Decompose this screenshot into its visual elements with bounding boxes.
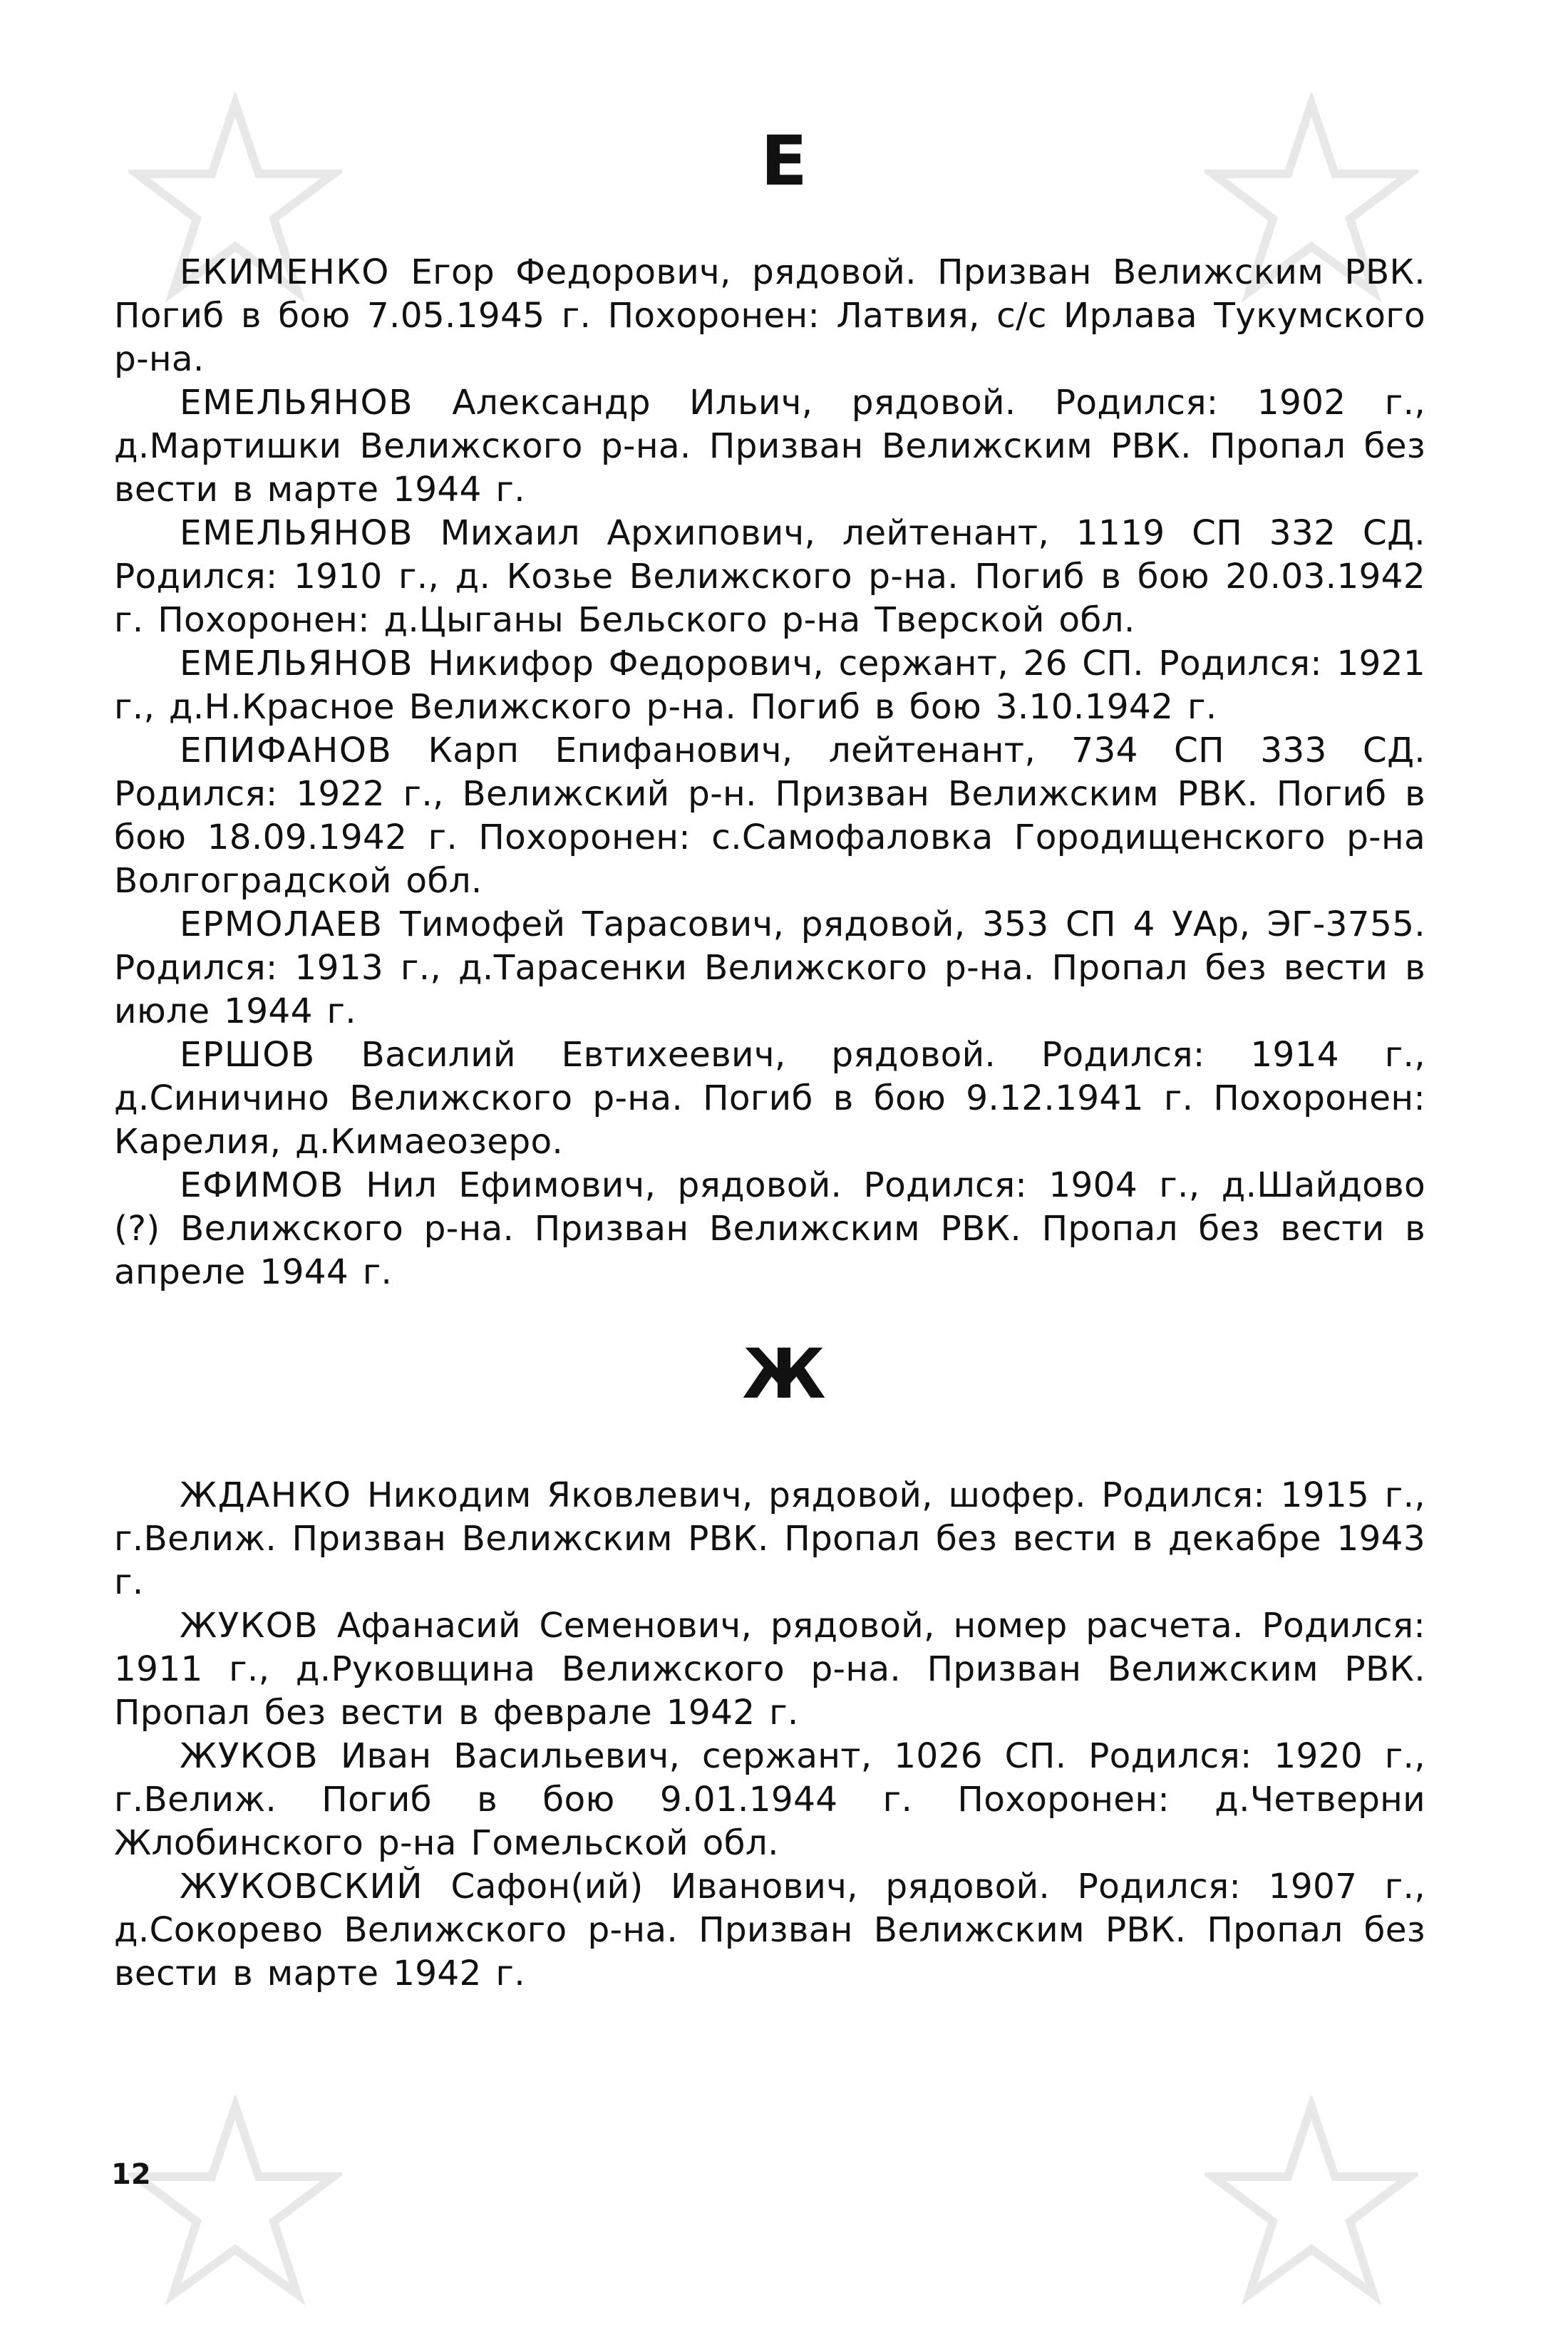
entry-text: Карп Епифанович, лейтенант, 734 СП 333 СД. Родился: 1922 г., Велижский р-н. Призван Велижским РВК. Погиб в бою 18.09.1942 г. Похоронен: с.Самофаловка Городищенского р-на Волгоградской обл. (114, 731, 1425, 901)
entry-text: Нил Ефимович, рядовой. Родился: 1904 г., д.Шайдово (?) Велижского р-на. Призван Велижским РВК. Пропал без вести в апреле 1944 г. (114, 1165, 1425, 1292)
section-zh-entries (114, 1474, 1425, 1996)
entry-surname: ЕПИФАНОВ (180, 731, 393, 770)
entry (114, 642, 1425, 729)
entry-text: Никифор Федорович, сержант, 26 СП. Родился: 1921 г., д.Н.Красное Велижского р-на. Погиб в бою 3.10.1942 г. (114, 644, 1425, 727)
entry-surname: ЕФИМОВ (180, 1165, 344, 1205)
entry-surname: ЕРМОЛАЕВ (180, 904, 383, 944)
entry (114, 1865, 1425, 1996)
section-e-entries (114, 251, 1425, 1294)
entry (114, 1474, 1425, 1604)
entry-text: Михаил Архипович, лейтенант, 1119 СП 332 СД. Родился: 1910 г., д. Козье Велижского р-на. Погиб в бою 20.03.1942 г. Похоронен: д.Цыганы Бельского р-на Тверской обл. (114, 513, 1425, 640)
entry-text: Иван Васильевич, сержант, 1026 СП. Родился: 1920 г., г.Велиж. Погиб в бою 9.01.1944 г. Похоронен: д.Четверни Жлобинского р-на Гомельской обл. (114, 1736, 1425, 1863)
entry-text: Тимофей Тарасович, рядовой, 353 СП 4 УАр, ЭГ-3755. Родился: 1913 г., д.Тарасенки Велижского р-на. Пропал без вести в июле 1944 г. (114, 904, 1425, 1031)
entry (114, 512, 1425, 642)
entry-surname: ЖУКОВ (180, 1606, 319, 1646)
entry (114, 381, 1425, 512)
entry-text: Егор Федорович, рядовой. Призван Велижским РВК. Погиб в бою 7.05.1945 г. Похоронен: Латвия, с/с Ирлава Тукумского р-на. (114, 252, 1425, 379)
watermark-star-icon (1205, 2095, 1418, 2309)
entry-surname: ЕКИМЕНКО (180, 252, 390, 292)
watermark-star-icon (128, 2095, 342, 2309)
entry-surname: ЖДАНКО (180, 1475, 352, 1515)
entry (114, 729, 1425, 903)
entry (114, 903, 1425, 1033)
entry-surname: ЖУКОВ (180, 1736, 319, 1776)
entry (114, 1033, 1425, 1164)
entry-text: Александр Ильич, рядовой. Родился: 1902 г., д.Мартишки Велижского р-на. Призван Велижским РВК. Пропал без вести в марте 1944 г. (114, 383, 1425, 510)
entry-surname: ЕРШОВ (180, 1035, 316, 1075)
entry-text: Афанасий Семенович, рядовой, номер расчета. Родился: 1911 г., д.Руковщина Велижского р-на. Призван Велижским РВК. Пропал без вести в феврале 1942 г. (114, 1606, 1425, 1733)
entry (114, 251, 1425, 381)
entry-surname: ЕМЕЛЬЯНОВ (180, 383, 413, 423)
entry-surname: ЕМЕЛЬЯНОВ (180, 513, 413, 553)
entry (114, 1604, 1425, 1735)
entry-text: Никодим Яковлевич, рядовой, шофер. Родился: 1915 г., г.Велиж. Призван Велижским РВК. Пропал без вести в декабре 1943 г. (114, 1475, 1425, 1602)
section-letter-zh: Ж (742, 1334, 826, 1414)
section-letter-e: Е (760, 121, 808, 201)
page-number: 12 (111, 2158, 151, 2191)
entry-surname: ЕМЕЛЬЯНОВ (180, 644, 413, 684)
entry-text: Сафон(ий) Иванович, рядовой. Родился: 1907 г., д.Сокорево Велижского р-на. Призван Велижским РВК. Пропал без вести в марте 1942 г. (114, 1867, 1425, 1993)
entry (114, 1735, 1425, 1865)
entry (114, 1164, 1425, 1294)
entry-surname: ЖУКОВСКИЙ (180, 1867, 424, 1907)
entry-text: Василий Евтихеевич, рядовой. Родился: 1914 г., д.Синичино Велижского р-на. Погиб в бою 9.12.1941 г. Похоронен: Карелия, д.Кимаеозеро. (114, 1035, 1425, 1162)
